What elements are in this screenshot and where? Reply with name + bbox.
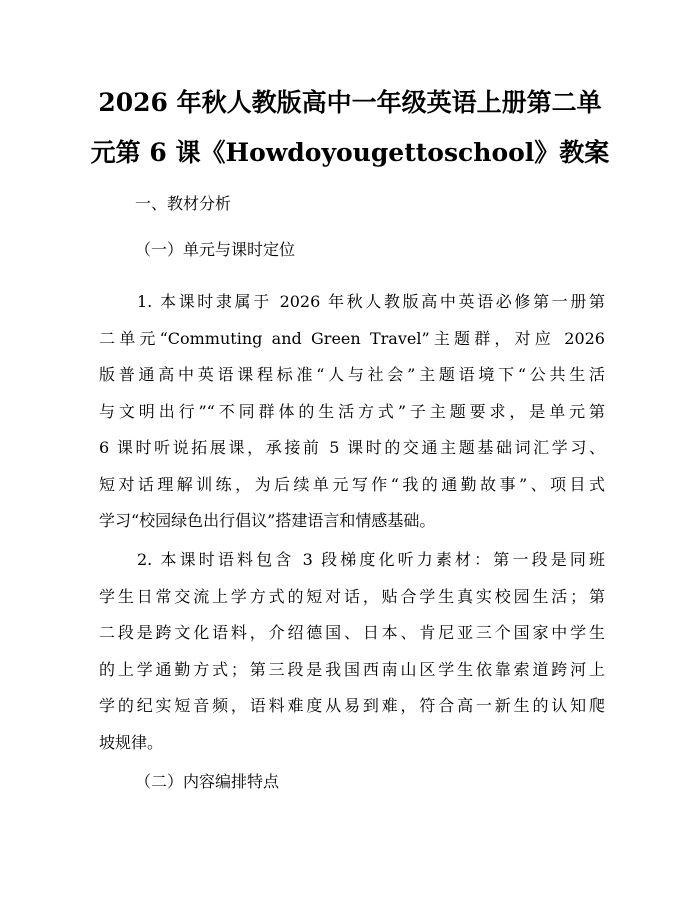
paragraph-line: 的上学通勤方式；第三段是我国西南山区学生依靠索道跨河上 <box>99 659 605 679</box>
subsection-heading-unit-positioning: （一）单元与课时定位 <box>135 240 296 259</box>
paragraph-line: 学习“校园绿色出行倡议”搭建语言和情感基础。 <box>99 511 436 530</box>
paragraph-listening-materials <box>99 542 605 761</box>
paragraph-line: 6 课时听说拓展课，承接前 5 课时的交通主题基础词汇学习、 <box>99 438 605 457</box>
title-line: 2026 年秋人教版高中一年级英语上册第二单 <box>98 88 602 117</box>
paragraph-line: 二段是跨文化语料，介绍德国、日本、肯尼亚三个国家中学生 <box>99 623 605 642</box>
paragraph-line: 学生日常交流上学方式的短对话，贴合学生真实校园生活；第 <box>99 586 605 606</box>
paragraph-line: 学的纪实短音频，语料难度从易到难，符合高一新生的认知爬 <box>99 696 605 715</box>
paragraph-line: 短对话理解训练，为后续单元写作“我的通勤故事”、项目式 <box>99 474 605 494</box>
paragraph-line: 二单元“Commuting and Green Travel”主题群，对应 2026 <box>99 328 605 348</box>
title-line: 元第 6 课《Howdoyougettoschool》教案 <box>90 138 610 167</box>
document-title <box>60 78 640 178</box>
paragraph-line: 1. 本课时隶属于 2026 年秋人教版高中英语必修第一册第 <box>137 292 605 311</box>
paragraph-lesson-positioning <box>99 284 605 540</box>
paragraph-line: 与文明出行”“不同群体的生活方式”子主题要求，是单元第 <box>99 401 605 421</box>
paragraph-line: 2. 本课时语料包含 3 段梯度化听力素材：第一段是同班 <box>137 550 605 569</box>
section-heading-textbook-analysis: 一、教材分析 <box>135 194 232 213</box>
subsection-heading-content-features: （二）内容编排特点 <box>135 772 280 791</box>
paragraph-line: 坡规律。 <box>99 732 164 752</box>
paragraph-line: 版普通高中英语课程标准“人与社会”主题语境下“公共生活 <box>99 365 605 384</box>
